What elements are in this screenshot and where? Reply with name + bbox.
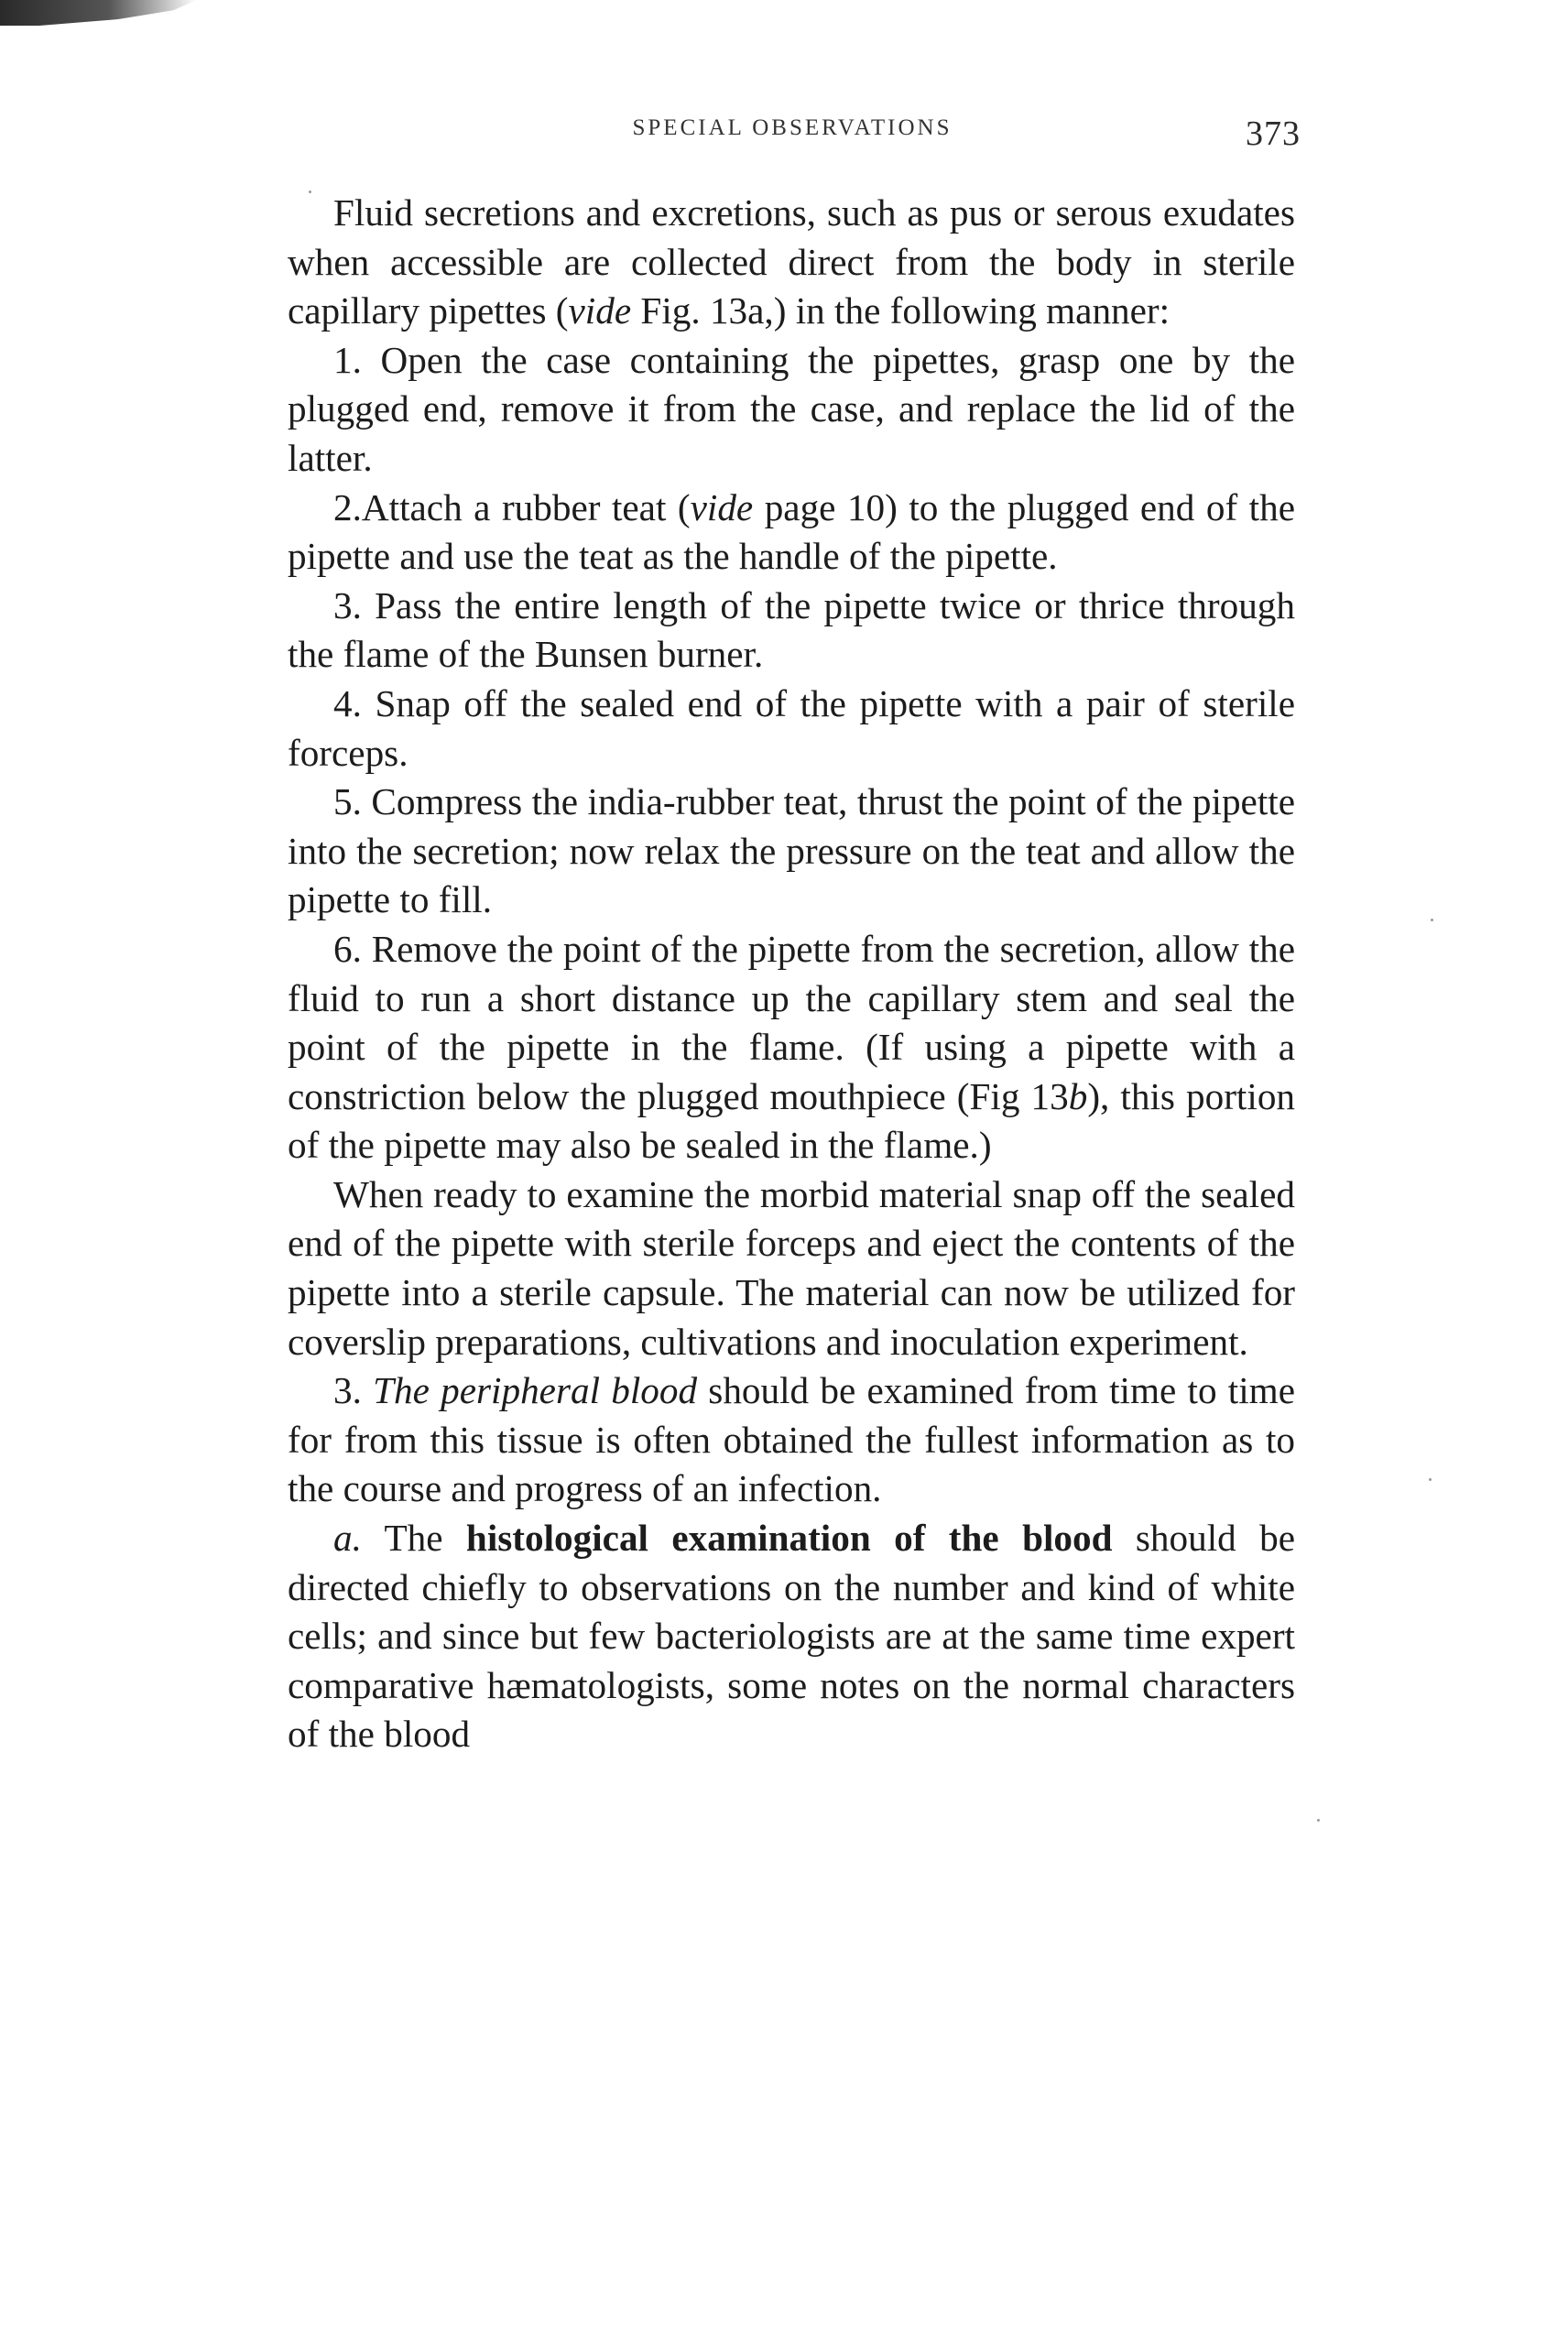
paragraph-intro: Fluid secretions and excretions, such as pus or serous exudates when accessible are collected direct from the body in sterile capillary pipettes (vide Fig. 13a,) in the following manner:	[288, 191, 1295, 332]
step-6: 6. Remove the point of the pipette from the secretion, allow the fluid to run a short distance up the capillary stem and seal the point of the pipette in the flame. (If using a pipette with a constriction below the plugged mouthpiece (Fig 13b), this portion of the pipette may also be sealed in the flame.)	[288, 927, 1296, 1167]
paragraph-histological: a. The histological examination of the blood should be directed chiefly to observations on the number and kind of white cells; and since but few bacteriologists are at the same time expert comparative hæmatologists, some notes on the normal characters of the blood	[288, 1517, 1295, 1756]
step-3: 3. Pass the entire length of the pipette twice or thrice through the flame of the Bunsen burner.	[288, 583, 1295, 676]
page-number: 373	[1246, 114, 1301, 153]
scan-speck	[1431, 919, 1433, 921]
step-2: 2.Attach a rubber teat (vide page 10) to the plugged end of the pipette and use the teat as the handle of the pipette.	[288, 485, 1295, 578]
body-text	[288, 189, 1295, 1759]
paragraph-examine: When ready to examine the morbid material snap off the sealed end of the pipette with sterile forceps and eject the contents of the pipette into a sterile capsule. The material can now be utilized for coverslip preparations, cultivations and inoculation experiment.	[288, 1172, 1295, 1363]
step-4: 4. Snap off the sealed end of the pipette with a pair of sterile forceps.	[288, 681, 1295, 774]
scan-speck	[1317, 1819, 1320, 1822]
scan-speck	[309, 190, 311, 193]
step-5: 5. Compress the india-rubber teat, thrust the point of the pipette into the secretion; now relax the pressure on the teat and allow the pipette to fill.	[288, 780, 1295, 921]
scan-edge-mark	[0, 0, 197, 26]
step-1: 1. Open the case containing the pipettes, grasp one by the plugged end, remove it from the case, and replace the lid of the latter.	[288, 338, 1295, 479]
paragraph-peripheral-blood: 3. The peripheral blood should be examined from time to time for from this tissue is often obtained the fullest information as to the course and progress of an infection.	[288, 1369, 1295, 1510]
scan-speck	[1429, 1478, 1432, 1481]
running-title: SPECIAL OBSERVATIONS	[632, 115, 953, 140]
page-header	[284, 108, 1301, 163]
